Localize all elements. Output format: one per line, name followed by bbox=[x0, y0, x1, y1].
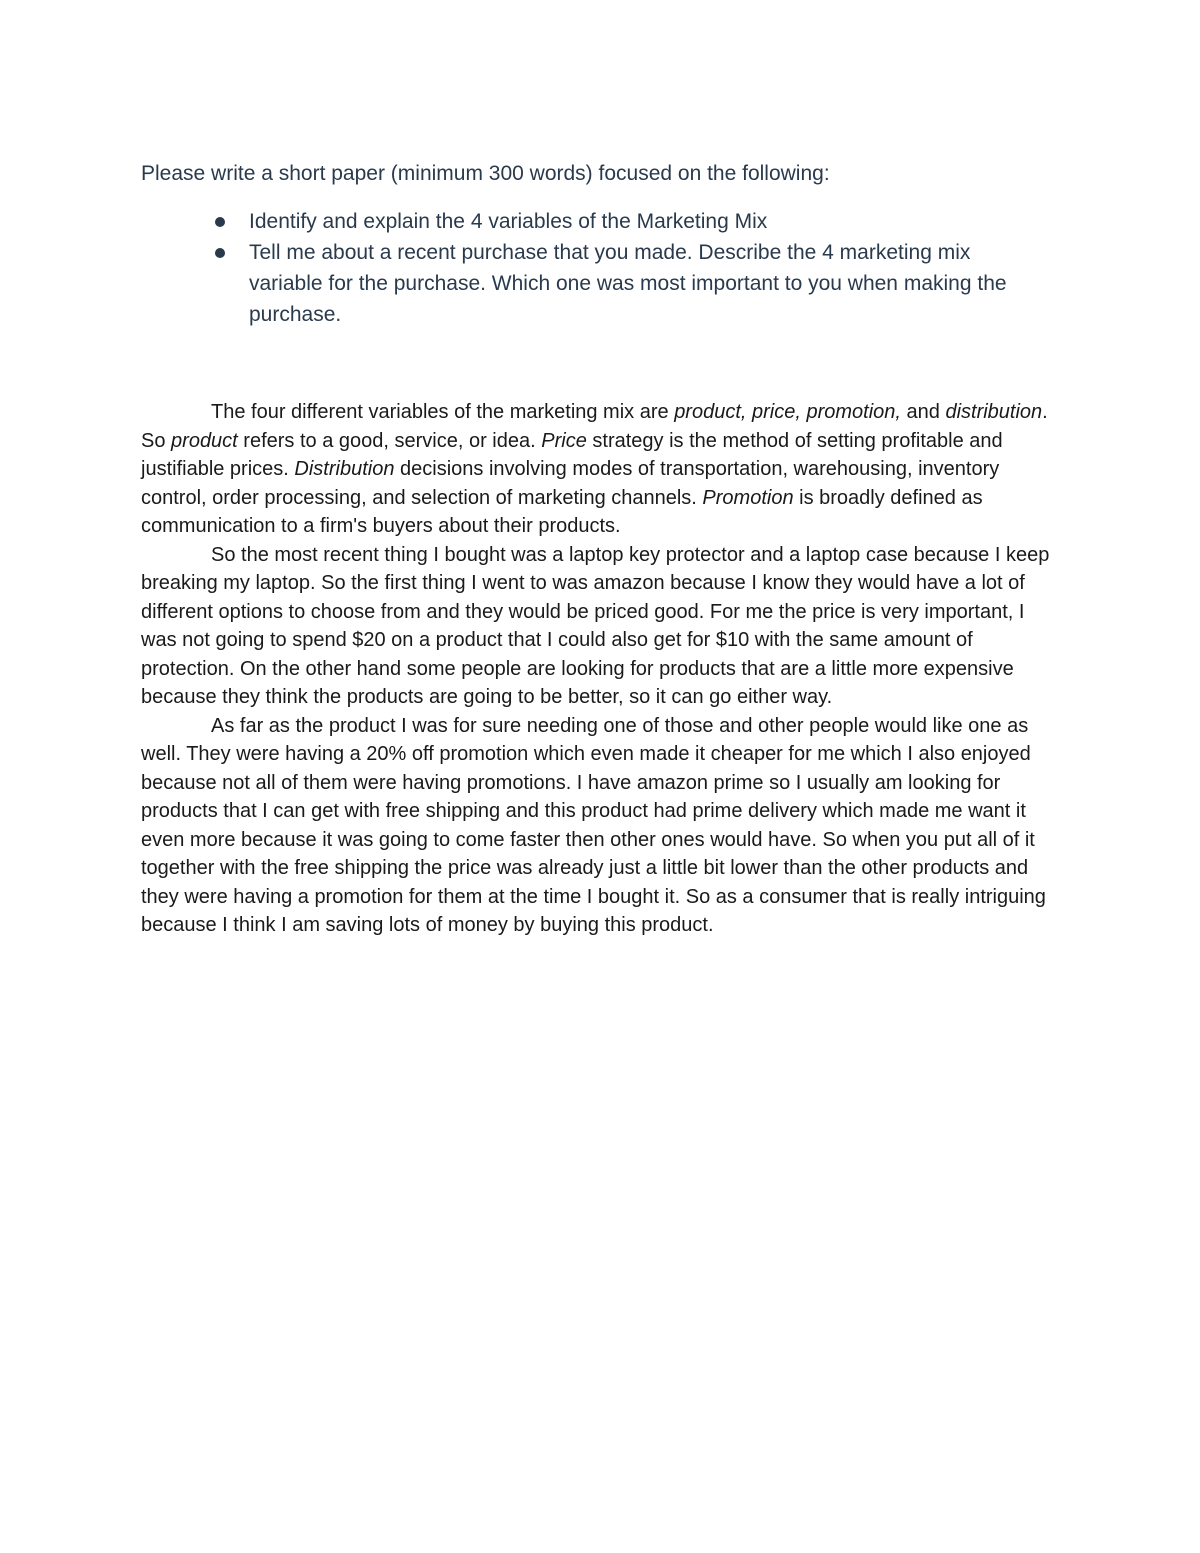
answer-paragraph-2: So the most recent thing I bought was a laptop key protector and a laptop case because I keep breaking my laptop. So the first thing I went to was amazon because I know they would have a lot of different options to choose from and they would be priced good. For me the price is very important, I was not going to spend $20 on a product that I could also get for $10 with the same amount of protection. On the other hand some people are looking for products that are a little more expensive because they think the products are going to be better, so it can go either way. bbox=[141, 543, 1050, 708]
prompt-bullet-item bbox=[141, 206, 1041, 237]
italic-term: distribution bbox=[945, 401, 1043, 423]
italic-term: product bbox=[171, 429, 238, 452]
answer-paragraph-3: As far as the product I was for sure needing one of those and other people would like one as well. They were having a 20% off promotion which even made it cheaper for me which I also enjoyed because not all of them were having promotions. I have amazon prime so I usually am looking for products that I can get with free shipping and this product had prime delivery which made me want it even more because it was going to come faster then other ones would have. So when you put all of it together with the free shipping the price was already just a little bit lower than the other products and they were having a promotion for them at the time I bought it. So as a consumer that is really intriguing because I think I am saving lots of money by buying this product. bbox=[141, 714, 1046, 936]
bullet-dot-icon bbox=[215, 248, 225, 258]
text-run: decisions involving modes of transportation, warehousing, inventory control, order processing, and selection of marketing channels. bbox=[141, 458, 1000, 509]
text-run: strategy is the method of setting profitable and justifiable prices. bbox=[141, 429, 1003, 480]
prompt-intro: Please write a short paper (minimum 300 words) focused on the following: bbox=[141, 162, 830, 185]
bullet-dot-icon bbox=[215, 217, 225, 227]
text-run: is broadly defined as communication to a firm's buyers about their products. bbox=[141, 486, 983, 537]
text-run: The four different variables of the marketing mix are bbox=[211, 401, 675, 423]
answer-body bbox=[141, 398, 1063, 940]
prompt-bullet-text: Tell me about a recent purchase that you made. Describe the 4 marketing mix variable for the purchase. Which one was most important to you when making the purchase. bbox=[249, 241, 1007, 326]
text-run: refers to a good, service, or idea. bbox=[237, 429, 542, 452]
italic-term: product, price, promotion, bbox=[674, 401, 901, 423]
prompt-bullet-text: Identify and explain the 4 variables of the Marketing Mix bbox=[249, 210, 768, 233]
text-run: . So bbox=[141, 401, 1048, 452]
italic-term: Price bbox=[541, 429, 587, 452]
italic-term: Promotion bbox=[702, 486, 794, 509]
text-run: and bbox=[900, 401, 946, 423]
prompt-bullet-item bbox=[141, 237, 1041, 330]
italic-term: Distribution bbox=[294, 458, 395, 480]
answer-paragraph-1 bbox=[141, 398, 1063, 541]
prompt-bullet-list bbox=[141, 206, 1041, 330]
